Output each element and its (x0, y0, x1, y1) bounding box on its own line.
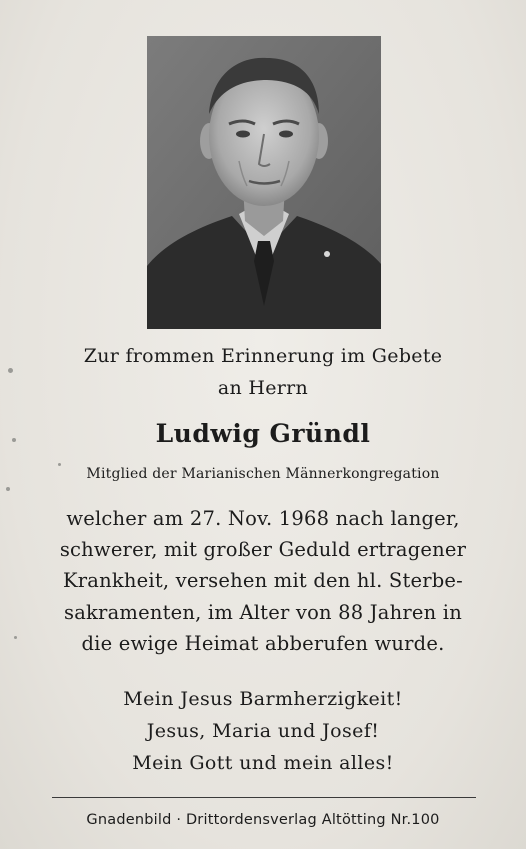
paper-speck (58, 463, 61, 466)
obituary-text-line: welcher am 27. Nov. 1968 nach langer, (66, 507, 460, 530)
obituary-text-line: die ewige Heimat abberufen wurde. (81, 632, 445, 655)
paper-speck (14, 636, 17, 639)
obituary-text-line: Krankheit, versehen mit den hl. Sterbe- (63, 569, 463, 592)
paper-speck (8, 368, 13, 373)
deceased-name: Ludwig Gründl (155, 419, 371, 448)
intro-line: Zur frommen Erinnerung im Gebete (83, 345, 443, 367)
publisher-footer: Gnadenbild · Drittordensverlag Altötting Nr.100 (86, 812, 440, 828)
paper-speck (12, 438, 16, 442)
obituary-text-line: schwerer, mit großer Geduld ertragener (59, 538, 467, 561)
portrait-photo (147, 36, 381, 329)
prayer-line: Mein Gott und mein alles! (132, 752, 394, 774)
prayer-line: Jesus, Maria und Josef! (146, 720, 380, 742)
prayer-line: Mein Jesus Barmherzigkeit! (123, 688, 403, 710)
obituary-text-line: sakramenten, im Alter von 88 Jahren in (64, 601, 462, 624)
membership-note: Mitglied der Marianischen Männerkongregation (86, 466, 440, 482)
footer-divider (52, 797, 476, 798)
intro-honorific: an Herrn (217, 377, 309, 399)
paper-speck (6, 487, 10, 491)
